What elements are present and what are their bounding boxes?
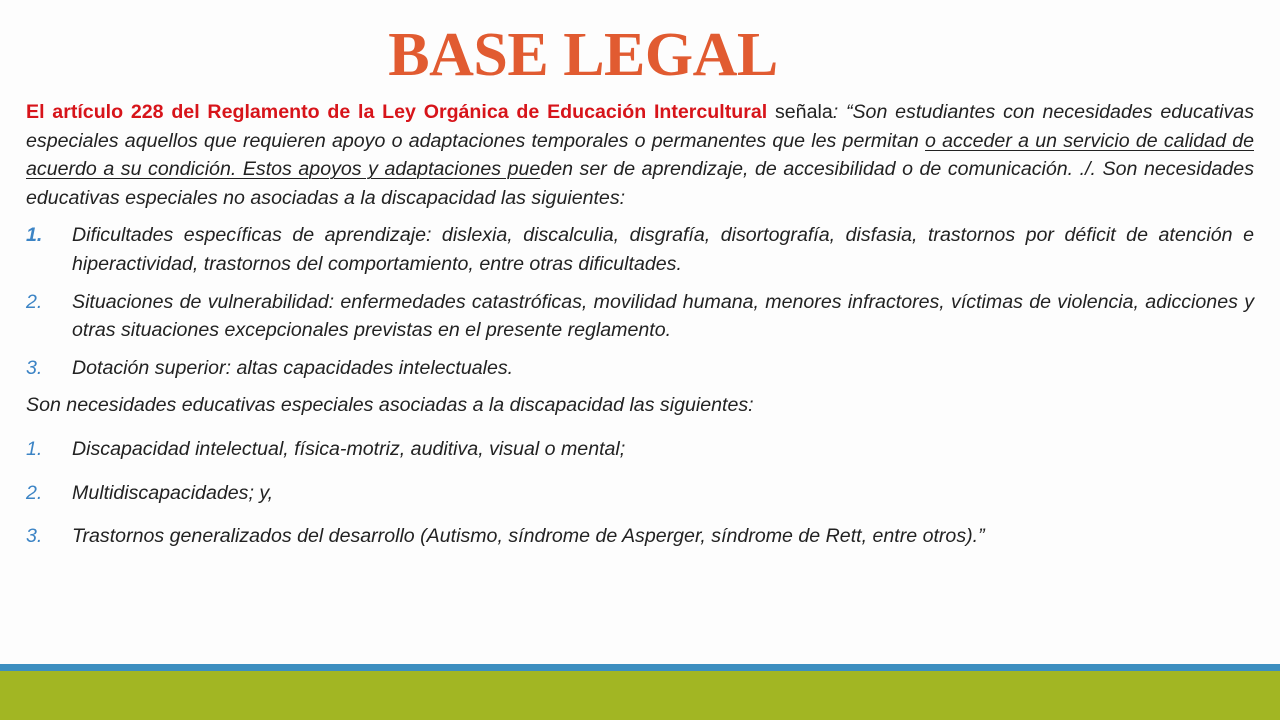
footer-green-band [0, 671, 1280, 720]
list-text: Multidiscapacidades; y, [72, 481, 274, 504]
list-text: Situaciones de vulnerabilidad: enfermedades catastróficas, movilidad humana, menores infractores, víctimas de violencia, adicciones y otras situaciones excepcionales previstas en el presente reglamento. [72, 290, 1254, 342]
list-number: 2. [26, 481, 43, 504]
slide-body [26, 98, 1254, 551]
list-item [26, 354, 1254, 383]
intro-paragraph [26, 98, 1254, 212]
list-text: Dotación superior: altas capacidades intelectuales. [72, 356, 514, 379]
list-item [26, 479, 1254, 508]
quote-underlined: o acceder a un servicio de calidad de acuerdo a su condición. Estos apoyos y adaptaciones pue [26, 129, 1254, 181]
intro-verb: señala [767, 101, 833, 123]
quote-start: “Son estudiantes con necesidades educativas especiales aquellos que requieren apoyo o adaptaciones temporales o permanentes que les permitan [26, 101, 1254, 152]
list-number: 3. [26, 356, 43, 379]
disability-list [26, 435, 1254, 551]
disability-heading: Son necesidades educativas especiales asociadas a la discapacidad las siguientes: [26, 394, 754, 417]
footer-blue-band [0, 664, 1280, 671]
intro-colon: : [832, 101, 846, 123]
list-item [26, 522, 1254, 551]
list-item [26, 288, 1254, 345]
list-number: 1. [26, 224, 43, 247]
list-number: 2. [26, 290, 43, 313]
list-number: 3. [26, 525, 43, 548]
list-number: 1. [26, 437, 43, 460]
list-item [26, 221, 1254, 278]
list-text: Discapacidad intelectual, física-motriz, auditiva, visual o mental; [72, 437, 626, 460]
slide-title: BASE LEGAL [388, 21, 778, 89]
list-item [26, 435, 1254, 464]
article-reference: El artículo 228 del Reglamento de la Ley Orgánica de Educación Intercultural [26, 101, 768, 123]
quote-continued: den ser de aprendizaje, de accesibilidad o de comunicación. ./. Son necesidades educativas especiales no asociadas a la discapacidad las siguientes: [26, 158, 1254, 209]
non-disability-list [26, 221, 1254, 382]
list-text: Dificultades específicas de aprendizaje: dislexia, discalculia, disgrafía, disortografía, disfasia, trastornos por déficit de atención e hiperactividad, trastornos del comportamiento, entre otras dificultades. [72, 224, 1254, 275]
list-text: Trastornos generalizados del desarrollo (Autismo, síndrome de Asperger, síndrome de Rett, entre otros).” [72, 525, 985, 548]
